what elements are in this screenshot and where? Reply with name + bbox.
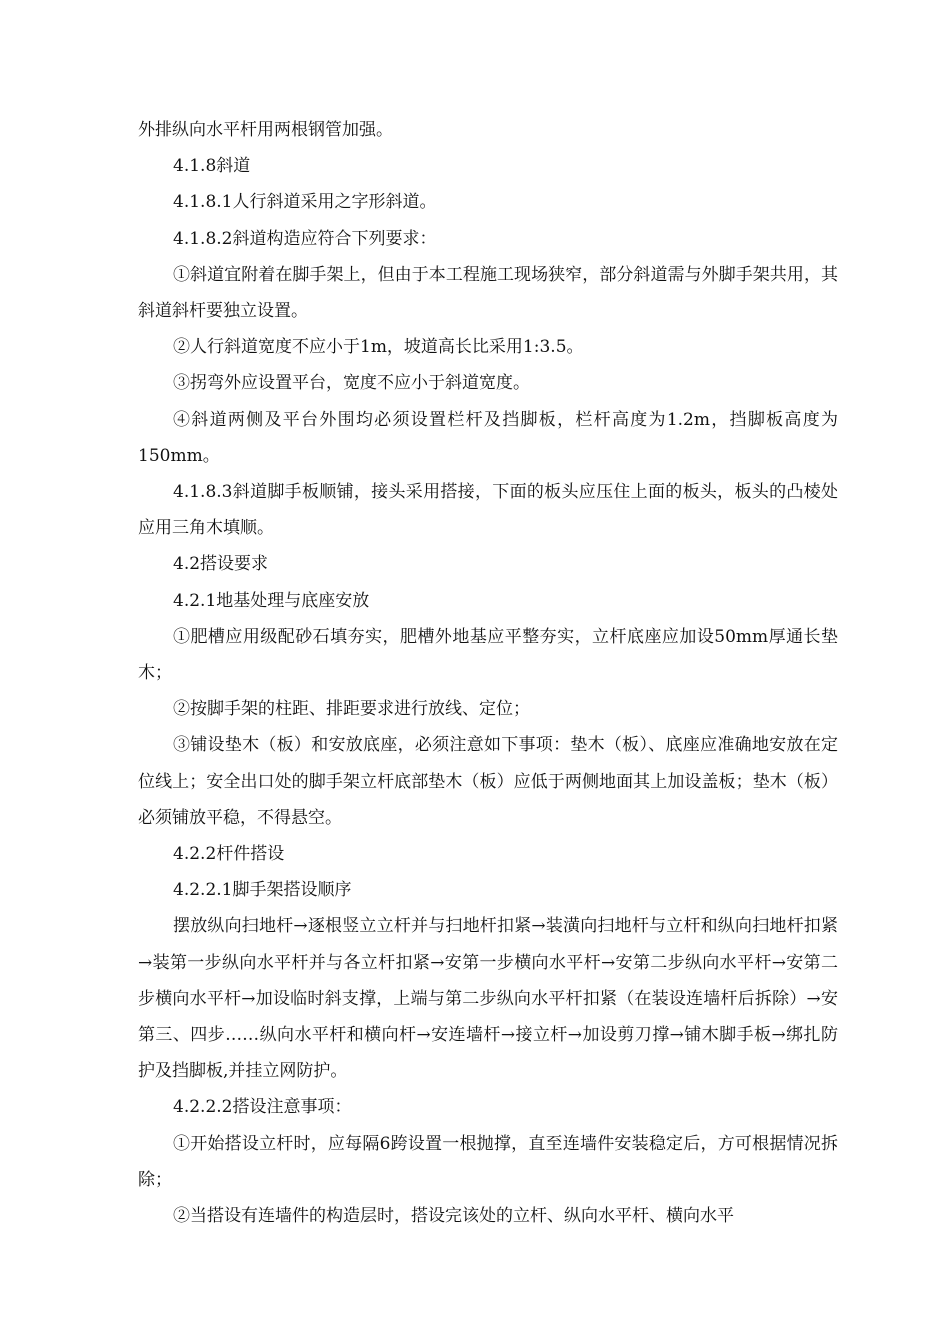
section-heading: 4.2.2杆件搭设: [173, 844, 285, 865]
section-heading: 4.2搭设要求: [173, 554, 269, 575]
list-item: ②当搭设有连墙件的构造层时，搭设完该处的立杆、纵向水平杆、横向水平: [173, 1206, 734, 1227]
list-item: ①开始搭设立杆时，应每隔6跨设置一根抛撑，直至连墙件安装稳定后，方可根据情况拆除；: [138, 1133, 838, 1190]
paragraph-text: 摆放纵向扫地杆→逐根竖立立杆并与扫地杆扣紧→装潢向扫地杆与立杆和纵向扫地杆扣紧→装第一步纵向水平杆并与各立杆扣紧→安第一步横向水平杆→安第二步纵向水平杆→安第二步横向水平杆→加设临时斜支撑，上端与第二步纵向水平杆扣紧（在装设连墙杆后拆除）→安第三、四步……纵向水平杆和横向杆→安连墙杆→接立杆→加设剪刀撑→铺木脚手板→绑扎防护及挡脚板,并挂立网防护。: [138, 916, 838, 1082]
list-item: ③拐弯外应设置平台，宽度不应小于斜道宽度。: [173, 373, 530, 394]
paragraph-text: 4.1.8.3斜道脚手板顺铺，接头采用搭接，下面的板头应压住上面的板头，板头的凸棱处应用三角木填顺。: [138, 482, 838, 539]
section-heading: 4.2.2.2搭设注意事项：: [173, 1097, 352, 1118]
paragraph-text: 4.1.8.2斜道构造应符合下列要求：: [173, 228, 437, 249]
section-heading: 4.2.2.1脚手架搭设顺序: [173, 880, 352, 901]
list-item: ②人行斜道宽度不应小于1m，坡道高长比采用1:3.5。: [173, 337, 584, 358]
list-item: ②按脚手架的柱距、排距要求进行放线、定位；: [173, 699, 530, 720]
section-heading: 4.1.8斜道: [173, 156, 251, 177]
paragraph-text: 4.1.8.1人行斜道采用之字形斜道。: [173, 192, 437, 213]
list-item: ①肥槽应用级配砂石填夯实，肥槽外地基应平整夯实，立杆底座应加设50mm厚通长垫木；: [138, 626, 838, 684]
section-heading: 4.2.1地基处理与底座安放: [173, 590, 370, 611]
list-item: ③铺设垫木（板）和安放底座，必须注意如下事项：垫木（板）、底座应准确地安放在定位线上；安全出口处的脚手架立杆底部垫木（板）应低于两侧地面其上加设盖板；垫木（板）必须铺放平稳，不得悬空。: [138, 735, 838, 828]
paragraph-text: 外排纵向水平杆用两根钢管加强。: [138, 120, 393, 140]
list-item: ④斜道两侧及平台外围均必须设置栏杆及挡脚板，栏杆高度为1.2m，挡脚板高度为150mm。: [138, 409, 838, 466]
list-item: ①斜道宜附着在脚手架上，但由于本工程施工现场狭窄，部分斜道需与外脚手架共用，其斜道斜杆要独立设置。: [138, 264, 838, 322]
document-body: [138, 112, 838, 1234]
